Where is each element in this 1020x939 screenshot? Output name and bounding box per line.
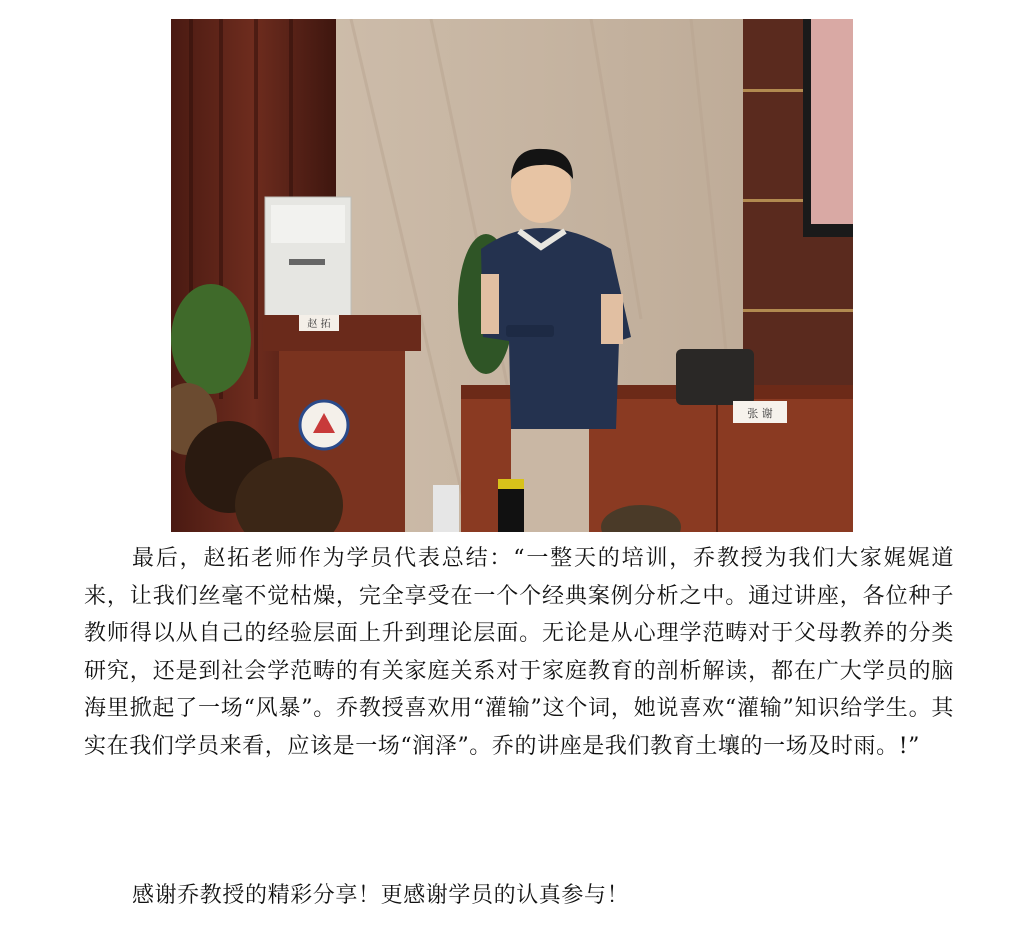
lecture-photo — [171, 19, 853, 532]
table-nameplate: 张 谢 — [747, 407, 773, 420]
podium-nameplate: 赵 拓 — [307, 319, 331, 330]
summary-paragraph: 最后，赵拓老师作为学员代表总结：“一整天的培训，乔教授为我们大家娓娓道来，让我们丝毫不觉枯燥，完全享受在一个个经典案例分析之中。通过讲座，各位种子教师得以从自己的经验层面上升到理论层面。无论是从心理学范畴对于父母教养的分类研究，还是到社会学范畴的有关家庭关系对于家庭教育的剖析解读，都在广大学员的脑海里掀起了一场“风暴”。乔教授喜欢用“灌输”这个词，她说喜欢“灌输”知识给学生。其实在我们学员来看，应该是一场“润泽”。乔的讲座是我们教育土壤的一场及时雨。!” — [84, 546, 954, 759]
thanks-paragraph: 感谢乔教授的精彩分享！更感谢学员的认真参与！ — [132, 883, 630, 908]
